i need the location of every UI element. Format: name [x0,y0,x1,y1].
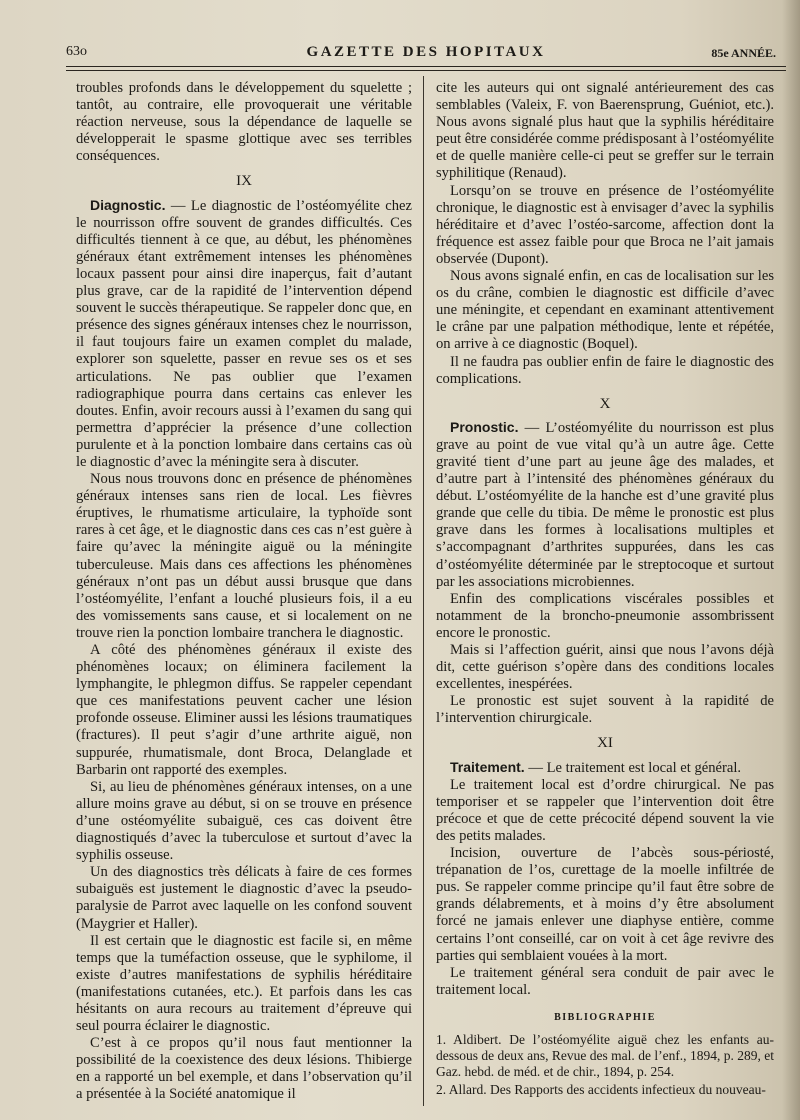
page-header [66,38,786,68]
paragraph: Le traitement local est d’ordre chirurgical. Ne pas temporiser et se rappeler que l’intervention doit être précoce et que de cette précocité dépend souvent la vie des petits malades. [436,776,774,844]
paragraph: Il ne faudra pas oublier enfin de faire le diagnostic des complications. [436,353,774,387]
page-edge-shadow [782,0,800,1120]
bibliography-entry: 2. Allard. Des Rapports des accidents infectieux du nouveau- [436,1081,766,1097]
paragraph-diagnostic [76,197,412,472]
run-in-heading: Pronostic. [450,418,519,435]
section-number: XI [597,735,613,752]
paragraph: A côté des phénomènes généraux il existe des phénomènes locaux; on éliminera facilement la lymphangite, le phlegmon diffus. Se rappeler cependant que ces manifestations peuvent cacher une lésion profonde osseuse. Eliminer aussi les lésions traumatiques (fractures). Il peut s’agir d’une arthrite aiguë, non suppurée, rhumatismale, dont Broca, Delanglade et Barbarin ont rapporté des exemples. [76,642,412,778]
paragraph: troubles profonds dans le développement du squelette ; tantôt, au contraire, elle provoquerait une véritable réaction nerveuse, sous la dépendance de laquelle se développerait le spasme glottique avec ses terribles conséquences. [76,80,412,165]
column-divider [423,76,424,1106]
run-in-heading: Diagnostic. [90,196,166,213]
bibliography-title: BIBLIOGRAPHIE [554,1011,656,1023]
page-number: 63o [66,44,87,59]
right-column [436,80,774,1100]
paragraph: Mais si l’affection guérit, ainsi que nous l’avons déjà dit, cette guérison s’opère dans des conditions locales excellentes, inespérées. [436,642,774,693]
header-rule [66,66,786,67]
section-number: X [599,395,611,412]
paragraph: Nous avons signalé enfin, en cas de localisation sur les os du crâne, combien le diagnostic est difficile d’avec une méningite, et cependant en examinant attentivement le crâne par une palpation méthodique, lente et répétée, on arrive à ce diagnostic (Boquel). [436,268,774,353]
paragraph-text: — L’ostéomyélite du nourrisson est plus grave au point de vue vital qu’à un autre âge. Cette gravité tient d’une part au jeune âge des malades, et d’autre part à l’intensité des phénomènes généraux du début. L’ostéomyélite de la hanche est d’une gravité plus grande que celle du tibia. De même le pronostic est plus grave dans les formes à localisations multiples et s’accompagnant d’arthrites suppurées, dans les cas d’ostéomyélite déterminée par le streptocoque et surtout par les associations microbiennes. [436,419,774,590]
run-in-heading: Traitement. [450,758,525,775]
paragraph-text: — Le diagnostic de l’ostéomyélite chez le nourrisson offre souvent de grandes difficultés. Ces difficultés tiennent à ce que, au début, les phénomènes généraux étant extrêmement intenses les phénomènes locaux passent pour ainsi dire inaperçus, fait d’autant plus grave, car de la rapidité de l’intervention dépend souvent le succès thérapeutique. Se rappeler donc que, en présence des signes généraux intenses chez le nourrisson, il faut toujours faire un examen complet du malade, explorer son squelette, passer en revue ses os et ses articulations. Ne pas oublier que l’examen radiographique pourra dans certains cas enlever les doutes. Enfin, avoir recours aussi à l’examen du sang qui permettra d’apprécier la présence d’une collection purulente et à la ponction lombaire dans certains cas où le diagnostic d’avec la méningite sera à discuter. [76,197,412,470]
header-rule-thin [66,70,786,71]
paragraph: Enfin des complications viscérales possibles et notamment de la broncho-pneumonie assombrissent encore le pronostic. [436,590,774,641]
bibliography-entry: 1. Aldibert. De l’ostéomyélite aiguë chez les enfants au-dessous de deux ans, Revue des mal. de l’enf., 1894, p. 289, et Gaz. hebd. de méd. et de chir., 1894, p. 254. [436,1031,774,1079]
year-label: 85e ANNÉE. [711,46,776,60]
journal-title: GAZETTE DES HOPITAUX [306,44,546,60]
paragraph: Nous nous trouvons donc en présence de phénomènes généraux intenses sans rien de local. Les fièvres éruptives, le rhumatisme articulaire, la typhoïde sont rares à cet âge, et le diagnostic dans ces cas n’est guère à faire qu’avec la méningite aiguë ou la méningite tuberculeuse. Mais dans ces affections les phénomènes généraux n’ont pas un début aussi brusque que dans l’ostéomyélite, l’enfant a louché plusieurs fois, il a eu des vomissements sans cause, et si localement on ne trouve rien la ponction lombaire tranchera le diagnostic. [76,471,412,641]
paragraph: Si, au lieu de phénomènes généraux intenses, on a une allure moins grave au début, si on se trouve en présence d’une ostéomyélite subaiguë, ces cas doivent être diagnostiqués d’avec la tuberculose et surtout d’avec la syphilis osseuse. [76,778,412,864]
paragraph: Incision, ouverture de l’abcès sous-périosté, trépanation de l’os, curettage de la moelle infiltrée de pus. Se rappeler comme principe qu’il faut être sobre de grands délabrements, et à moins d’y être absolument forcé ne jamais enlever une diaphyse entière, comme certains l’ont conseillé, car on voit à cet âge revivre des parties qui semblaient vouées à la mort. [436,845,774,964]
paragraph: cite les auteurs qui ont signalé antérieurement des cas semblables (Valeix, F. von Baerensprung, Guéniot, etc.). Nous avons signalé plus haut que la syphilis héréditaire peut être considérée comme prédisposant à l’ostéomyélite et de quelle manière celle-ci peut se greffer sur le terrain syphilitique (Renaud). [436,80,774,182]
paragraph: Un des diagnostics très délicats à faire de ces formes subaiguës est justement le diagnostic d’avec la pseudo-paralysie de Parrot avec laquelle on les confond souvent (Maygrier et Haller). [76,864,412,932]
paragraph: Le pronostic est sujet souvent à la rapidité de l’intervention chirurgicale. [436,693,774,727]
section-number: IX [236,173,252,190]
left-column [76,80,412,1104]
paragraph-traitement [436,759,774,777]
paragraph: Le traitement général sera conduit de pair avec le traitement local. [436,964,774,998]
paragraph-pronostic [436,419,774,591]
paragraph: C’est à ce propos qu’il nous faut mentionner la possibilité de la coexistence des deux lésions. Thibierge en a rapporté un bel exemple, et dans l’observation qu’il a présentée à la Société anatomique il [76,1035,412,1103]
paragraph: Lorsqu’on se trouve en présence de l’ostéomyélite chronique, le diagnostic est à envisager d’avec la syphilis héréditaire et d’avec l’ostéo-sarcome, affection dont la fréquence est assez faible pour que Broca ne l’ait jamais observée (Dupont). [436,182,774,267]
paragraph-text: — Le traitement est local et général. [524,759,742,776]
paragraph: Il est certain que le diagnostic est facile si, en même temps que la tuméfaction osseuse, que le syphilome, il existe d’autres manifestations de syphilis héréditaire (manifestations cutanées, etc.). Et parfois dans les cas hésitants on aura recours au traitement d’épreuve qui seul pourra éclairer le diagnostic. [76,932,412,1035]
